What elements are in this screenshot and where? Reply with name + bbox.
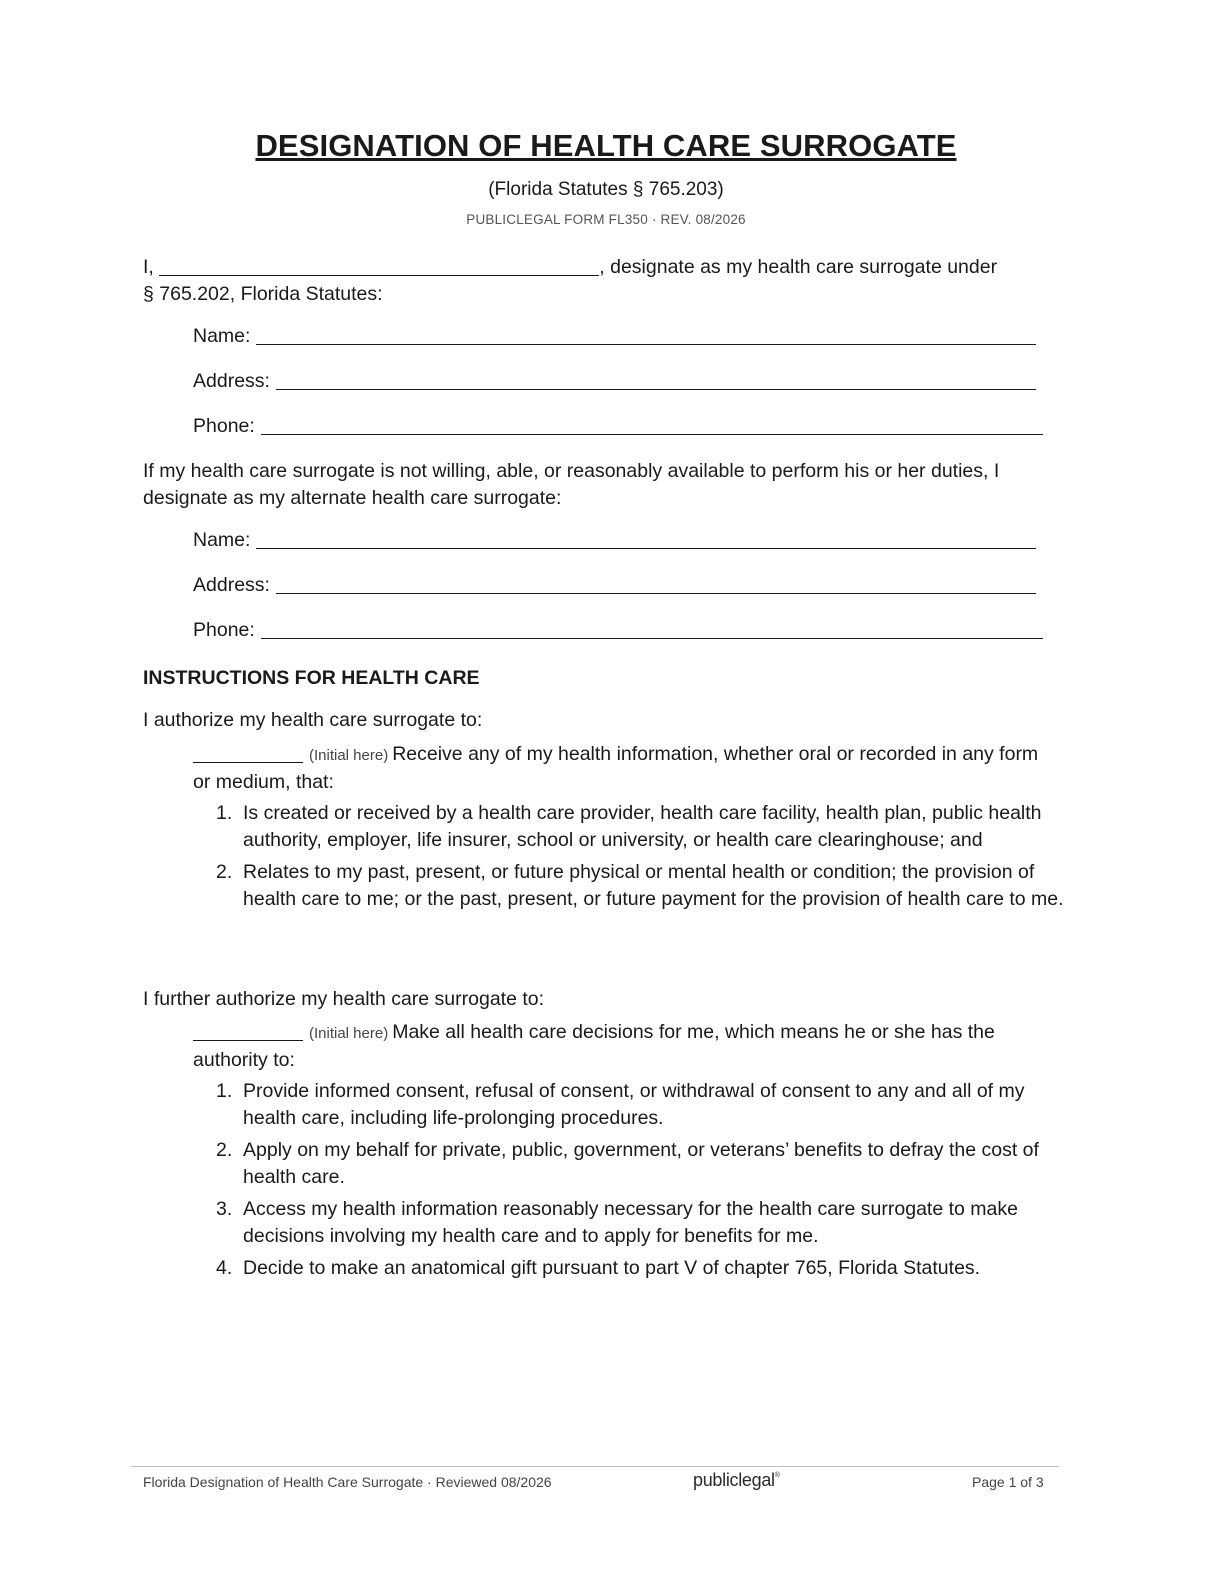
form-id: PUBLICLEGAL FORM FL350 · REV. 08/2026: [466, 212, 746, 227]
list-text: Is created or received by a health care provider, health care facility, health plan, public health authority, employer, life insurer, school or university, or health care clearinghouse; and: [243, 802, 1042, 851]
surrogate-phone-row: [193, 413, 1043, 440]
list-item: [216, 1078, 1076, 1131]
decisions-text: Make all health care decisions for me, which means he or she has the authority to:: [193, 1021, 995, 1071]
surrogate-name-field[interactable]: [256, 324, 1036, 345]
page-number: Page 1 of 3: [972, 1474, 1044, 1490]
list-number: 4.: [216, 1257, 233, 1279]
statute-subtitle: (Florida Statutes § 765.203): [488, 179, 724, 200]
surrogate-address-label: Address:: [193, 370, 270, 392]
logo-text: publiclegal: [693, 1470, 775, 1490]
list-number: 2.: [216, 861, 233, 883]
surrogate-address-row: [193, 368, 1036, 395]
alternate-intro: If my health care surrogate is not willing, able, or reasonably available to perform his or her duties, I designate as my alternate health care surrogate:: [143, 460, 1000, 509]
list-item: [216, 859, 1076, 912]
alternate-name-field[interactable]: [256, 528, 1036, 549]
declarant-statute: § 765.202, Florida Statutes:: [143, 283, 383, 305]
list-text: Access my health information reasonably necessary for the health care surrogate to make decisions involving my health care and to apply for benefits for me.: [243, 1198, 1018, 1247]
health-info-text: Receive any of my health information, whether oral or recorded in any form or medium, that:: [193, 743, 1039, 793]
list-text: Provide informed consent, refusal of consent, or withdrawal of consent to any and all of my health care, including life-prolonging procedures.: [243, 1080, 1025, 1129]
list-number: 1.: [216, 1080, 233, 1102]
health-info-authorization: [193, 741, 1053, 796]
surrogate-address-field[interactable]: [276, 369, 1036, 390]
decisions-initial-field[interactable]: [193, 1020, 303, 1041]
decisions-authorization: [193, 1019, 1053, 1074]
list-text: Relates to my past, present, or future physical or mental health or condition; the provision of health care to me; or the past, present, or future payment for the provision of health care to me.: [243, 861, 1064, 910]
surrogate-phone-field[interactable]: [261, 414, 1043, 435]
list-item: [216, 1255, 1076, 1282]
list-text: Apply on my behalf for private, public, government, or veterans’ benefits to defray the cost of health care.: [243, 1139, 1039, 1188]
declarant-name-field[interactable]: [159, 255, 599, 276]
alternate-address-field[interactable]: [276, 573, 1036, 594]
list-number: 1.: [216, 802, 233, 824]
initial-hint: (Initial here): [309, 1025, 389, 1042]
authorize-intro: I authorize my health care surrogate to:: [143, 709, 483, 731]
list-item: [216, 1196, 1076, 1249]
registered-mark: ®: [774, 1472, 780, 1479]
surrogate-name-label: Name:: [193, 325, 251, 347]
list-item: [216, 800, 1076, 853]
page-title: DESIGNATION OF HEALTH CARE SURROGATE: [255, 128, 957, 163]
list-number: 2.: [216, 1139, 233, 1161]
alternate-address-label: Address:: [193, 574, 270, 596]
further-authorize-intro: I further authorize my health care surrogate to:: [143, 988, 545, 1010]
declarant-suffix: , designate as my health care surrogate under: [599, 256, 998, 278]
surrogate-phone-label: Phone:: [193, 415, 255, 437]
health-info-list: [216, 800, 1076, 918]
alternate-phone-label: Phone:: [193, 619, 255, 641]
publiclegal-logo: [693, 1470, 780, 1491]
alternate-address-row: [193, 572, 1036, 599]
footer-divider: [131, 1466, 1059, 1467]
alternate-name-label: Name:: [193, 529, 251, 551]
alternate-phone-field[interactable]: [261, 618, 1043, 639]
list-number: 3.: [216, 1198, 233, 1220]
list-item: [216, 1137, 1076, 1190]
alternate-phone-row: [193, 617, 1043, 644]
instructions-heading: INSTRUCTIONS FOR HEALTH CARE: [143, 667, 480, 689]
declarant-statement: [143, 254, 1063, 308]
list-text: Decide to make an anatomical gift pursuant to part V of chapter 765, Florida Statutes.: [243, 1257, 981, 1279]
initial-hint: (Initial here): [309, 747, 389, 764]
health-info-initial-field[interactable]: [193, 742, 303, 763]
declarant-prefix: I,: [143, 256, 154, 278]
footer-document-info: Florida Designation of Health Care Surrogate · Reviewed 08/2026: [143, 1474, 552, 1490]
alternate-name-row: [193, 527, 1036, 554]
decisions-list: [216, 1078, 1076, 1288]
surrogate-name-row: [193, 323, 1036, 350]
